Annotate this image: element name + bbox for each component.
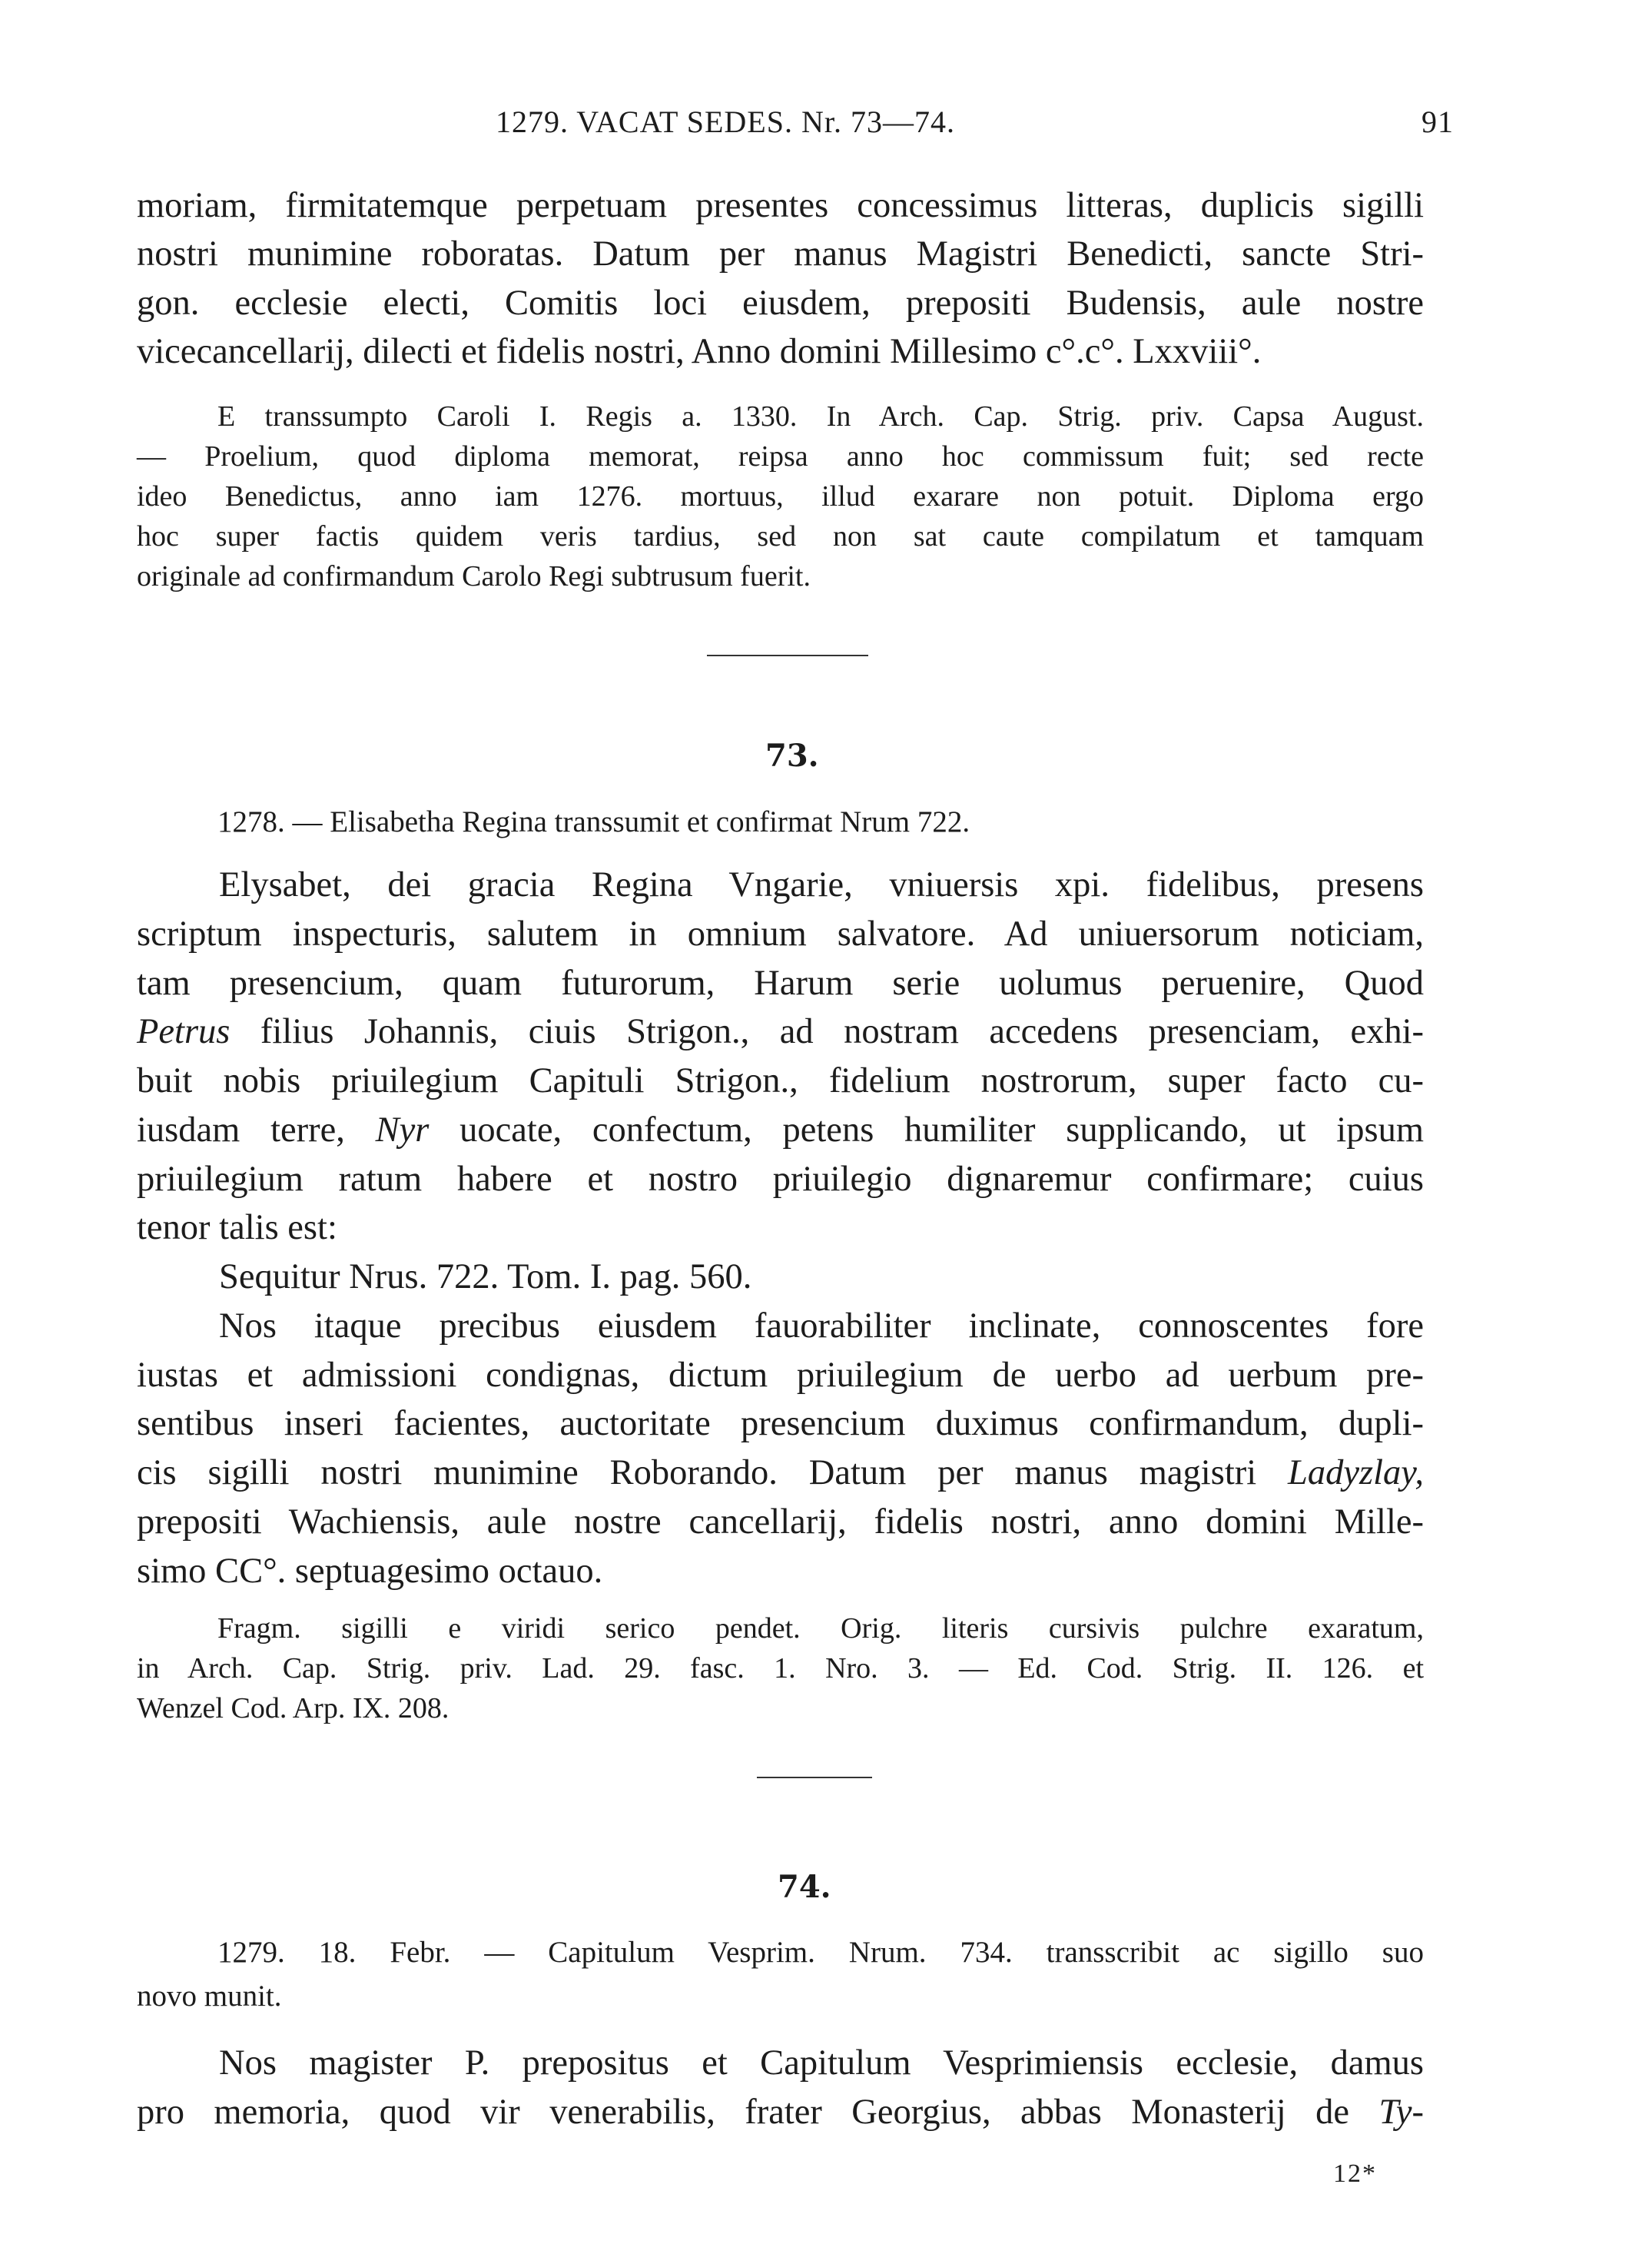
text-line: Sequitur Nrus. 722. Tom. I. pag. 560. (219, 1257, 752, 1296)
note-line: ideo Benedictus, anno iam 1276. mortuus, illud exarare non potuit. Diploma ergo (137, 480, 1424, 513)
section-divider (757, 1777, 872, 1778)
note-line: — Proelium, quod diploma memorat, reipsa anno hoc commissum fuit; sed recte (137, 440, 1424, 473)
note-line: hoc super factis quidem veris tardius, sed non sat caute compilatum et tamquam (137, 520, 1424, 553)
text-line: vicecancellarij, dilecti et fidelis nostri, Anno domini Millesimo c°.c°. Lxxviii°. (137, 332, 1262, 371)
document-number: 73. (765, 738, 819, 774)
signature-mark: 12* (1333, 2159, 1377, 2188)
document-summary: novo munit. (137, 1980, 282, 2013)
text-line: gon. ecclesie electi, Comitis loci eiusdem, prepositi Budensis, aule nostre (137, 284, 1424, 323)
text-line: buit nobis priuilegium Capituli Strigon., fidelium nostrorum, super facto cu- (137, 1061, 1424, 1100)
running-title: 1279. VACAT SEDES. Nr. 73—74. (496, 105, 955, 139)
person-name: Petrus (137, 1012, 231, 1051)
text-line: iusdam terre, Nyr uocate, confectum, petens humiliter supplicando, ut ipsum (137, 1110, 1424, 1150)
text-line: pro memoria, quod vir venerabilis, frater Georgius, abbas Monasterij de Ty- (137, 2093, 1424, 2132)
note-line: E transsumpto Caroli I. Regis a. 1330. In Arch. Cap. Strig. priv. Capsa August. (217, 400, 1424, 433)
person-name: Ladyzlay, (1288, 1453, 1424, 1492)
text-line: cis sigilli nostri munimine Roborando. Datum per manus magistri Ladyzlay, (137, 1453, 1424, 1492)
text-line: tam presencium, quam futurorum, Harum serie uolumus peruenire, Quod (137, 964, 1424, 1003)
note-line: Fragm. sigilli e viridi serico pendet. Orig. literis cursivis pulchre exaratum, (217, 1612, 1424, 1645)
text-line: prepositi Wachiensis, aule nostre cancellarij, fidelis nostri, anno domini Mille- (137, 1502, 1424, 1542)
text-line: scriptum inspecturis, salutem in omnium salvatore. Ad uniuersorum noticiam, (137, 914, 1424, 954)
text-line: Elysabet, dei gracia Regina Vngarie, vniuersis xpi. fidelibus, presens (219, 865, 1424, 904)
text-line: Nos itaque precibus eiusdem fauorabiliter inclinate, connoscentes fore (219, 1306, 1424, 1346)
page-number: 91 (1421, 105, 1454, 139)
note-line: Wenzel Cod. Arp. IX. 208. (137, 1692, 449, 1724)
text-line: simo CC°. septuagesimo octauo. (137, 1552, 603, 1591)
section-divider (707, 655, 868, 656)
note-line: originale ad confirmandum Carolo Regi subtrusum fuerit. (137, 560, 811, 592)
text-line: sentibus inseri facientes, auctoritate presencium duximus confirmandum, dupli- (137, 1404, 1424, 1443)
text-line: iustas et admissioni condignas, dictum priuilegium de uerbo ad uerbum pre- (137, 1356, 1424, 1395)
text-line: priuilegium ratum habere et nostro priuilegio dignaremur confirmare; cuius (137, 1160, 1424, 1199)
document-summary: 1279. 18. Febr. — Capitulum Vesprim. Nrum. 734. transscribit ac sigillo suo (217, 1936, 1424, 1969)
place-name: Nyr (375, 1110, 430, 1150)
document-number: 74. (778, 1869, 831, 1905)
document-summary: 1278. — Elisabetha Regina transsumit et confirmat Nrum 722. (217, 805, 970, 838)
text-line: Nos magister P. prepositus et Capitulum Vesprimiensis ecclesie, damus (219, 2043, 1424, 2083)
text-line: tenor talis est: (137, 1208, 337, 1247)
place-name: Ty- (1378, 2093, 1424, 2132)
text-line: Petrus filius Johannis, ciuis Strigon., ad nostram accedens presenciam, exhi- (137, 1012, 1424, 1051)
text-line: nostri munimine roboratas. Datum per manus Magistri Benedicti, sancte Stri- (137, 234, 1424, 274)
note-line: in Arch. Cap. Strig. priv. Lad. 29. fasc. 1. Nro. 3. — Ed. Cod. Strig. II. 126. et (137, 1652, 1424, 1684)
text-line: moriam, firmitatemque perpetuam presentes concessimus litteras, duplicis sigilli (137, 186, 1424, 225)
